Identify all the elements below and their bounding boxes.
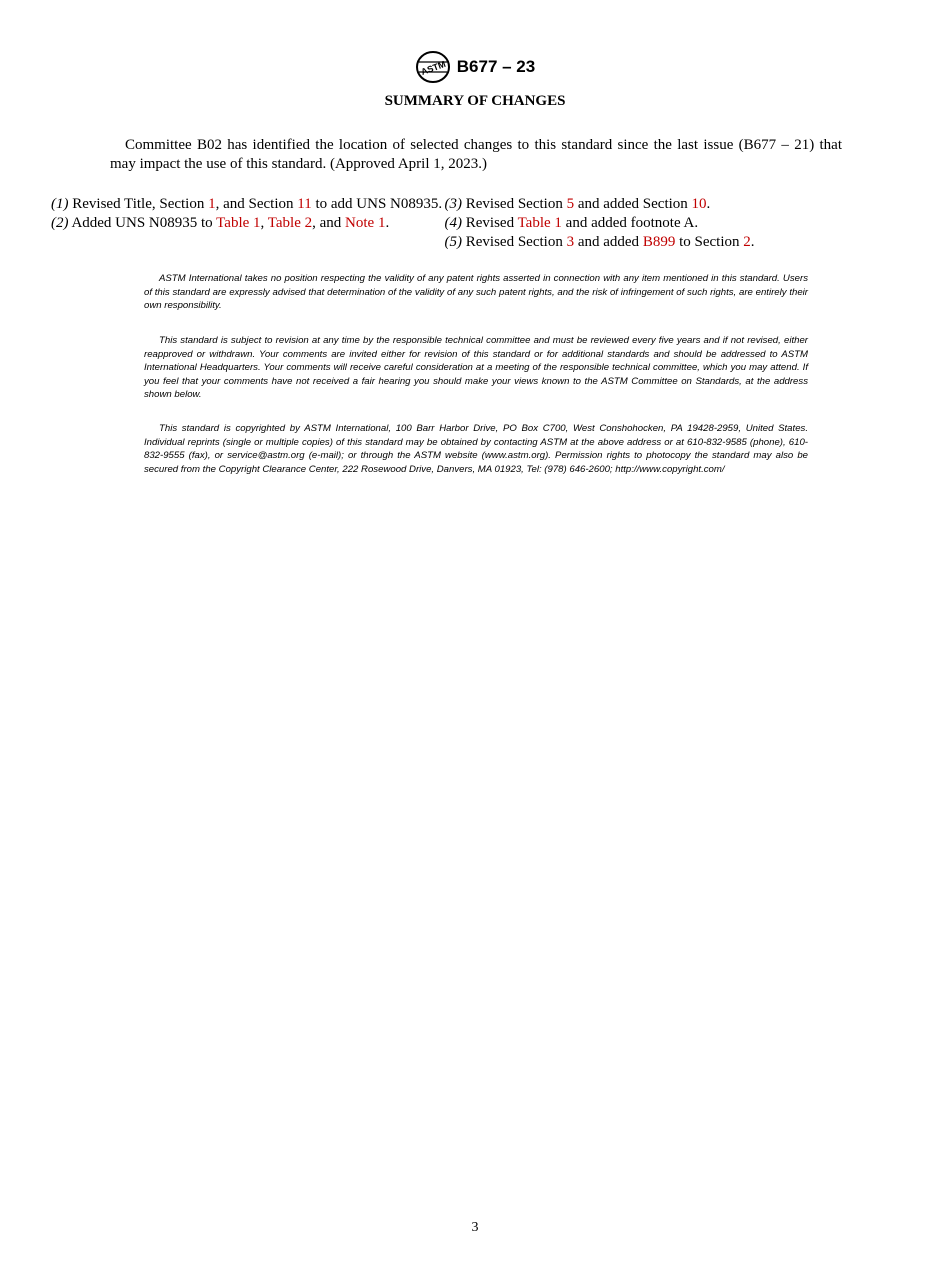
- revision-notice: This standard is subject to revision at any time by the responsible technical committee and must be reviewed every five years and if not revised, either reapproved or withdrawn. Your comments are invited either for revision of this standard or for additional standards and should be addressed to ASTM International Headquarters. Your comments will receive careful consideration at a meeting of the responsible technical committee, which you may attend. If you feel that your comments have not received a fair hearing you should make your views known to the ASTM Committee on Standards, at the address shown below.: [144, 335, 808, 401]
- page-header: [0, 50, 950, 84]
- change-item-2: (2) Added UNS N08935 to Table 1, Table 2, and Note 1.: [51, 215, 390, 231]
- change-item-4: (4) Revised Table 1 and added footnote A.: [444, 215, 699, 231]
- patent-notice: ASTM International takes no position respecting the validity of any patent rights asserted in connection with any item mentioned in this standard. Users of this standard are expressly advised that determination of the validity of any such patent rights, and the risk of infringement of such rights, are entirely their own responsibility.: [144, 273, 808, 312]
- section-link[interactable]: 2: [743, 234, 751, 250]
- standard-designation: B677 – 23: [456, 57, 536, 76]
- change-number: (4): [444, 215, 462, 231]
- intro-paragraph: Committee B02 has identified the location of selected changes to this standard since the last issue (B677 – 21) that may impact the use of this standard. (Approved April 1, 2023.): [110, 137, 842, 172]
- change-item-1: (1) Revised Title, Section 1, and Section 11 to add UNS N08935.: [51, 196, 443, 212]
- changes-column-left: [51, 195, 445, 252]
- table-link[interactable]: Table 1: [517, 215, 562, 231]
- table-link[interactable]: Table 1: [216, 215, 261, 231]
- astm-logo-icon: [415, 50, 451, 84]
- section-link[interactable]: 3: [566, 234, 575, 250]
- change-number: (1): [51, 196, 69, 212]
- section-link[interactable]: 11: [297, 196, 312, 212]
- change-item-5: (5) Revised Section 3 and added B899 to Section 2.: [444, 234, 755, 250]
- change-item-3: (3) Revised Section 5 and added Section 10.: [444, 196, 711, 212]
- standard-link[interactable]: B899: [642, 234, 676, 250]
- change-number: (5): [444, 234, 462, 250]
- section-link[interactable]: 5: [566, 196, 575, 212]
- table-link[interactable]: Table 2: [267, 215, 313, 231]
- change-number: (3): [444, 196, 462, 212]
- page-number: 3: [471, 1220, 479, 1235]
- note-link[interactable]: Note 1: [345, 215, 386, 231]
- copyright-notice: This standard is copyrighted by ASTM International, 100 Barr Harbor Drive, PO Box C700, West Conshohocken, PA 19428-2959, United States. Individual reprints (single or multiple copies) of this standard may be obtained by contacting ASTM at the above address or at 610-832-9585 (phone), 610-832-9555 (fax), or service@astm.org (e-mail); or through the ASTM website (www.astm.org). Permission rights to photocopy the standard may also be secured from the Copyright Clearance Center, 222 Rosewood Drive, Danvers, MA 01923, Tel: (978) 646-2600; http://www.copyright.com/: [144, 423, 808, 475]
- section-link[interactable]: 1: [208, 196, 216, 212]
- svg-text:ASTM: ASTM: [419, 58, 447, 77]
- section-link[interactable]: 10: [691, 196, 707, 212]
- changes-list: [51, 195, 838, 252]
- change-number: (2): [51, 215, 69, 231]
- changes-column-right: [445, 195, 839, 252]
- summary-title: SUMMARY OF CHANGES: [384, 93, 566, 109]
